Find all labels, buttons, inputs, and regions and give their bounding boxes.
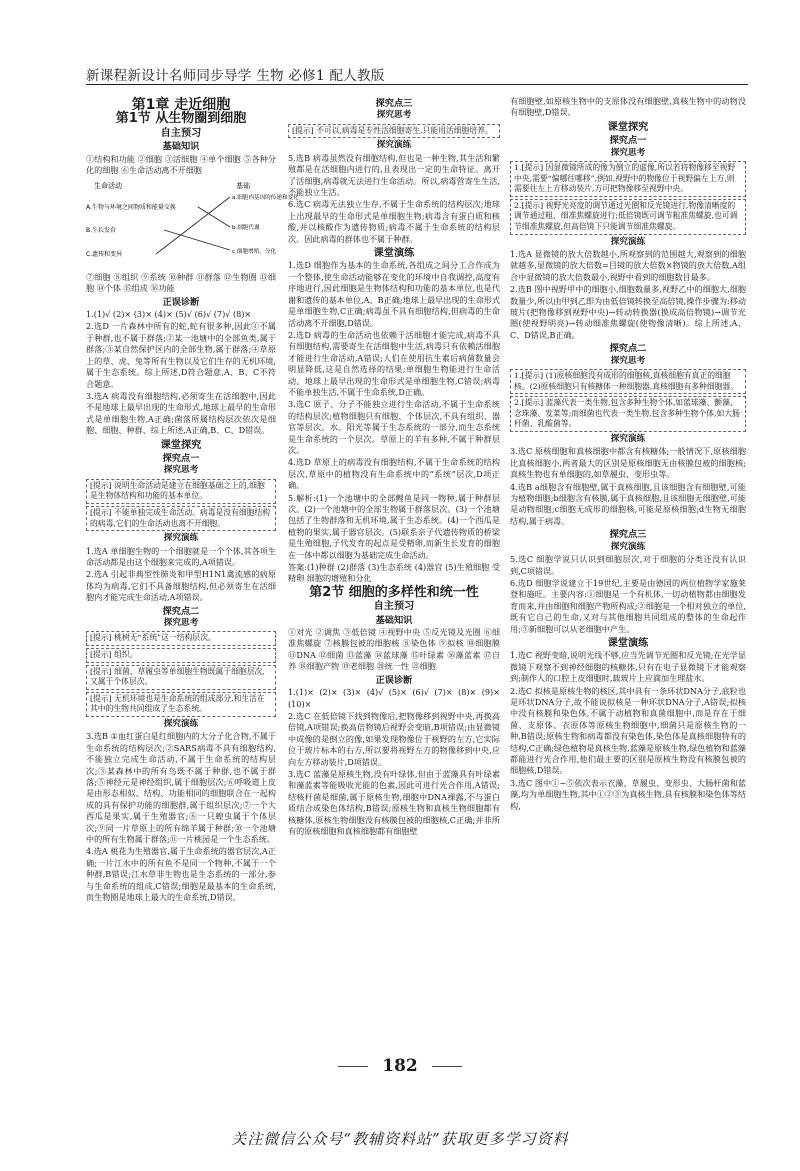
hint-box: [提示] 不能单独完成生命活动。病毒是没有细胞结构的病毒,它们的生命活动也离不开细胞。 <box>86 506 276 531</box>
diagram-left-title: 生命活动 <box>94 182 122 191</box>
heading: 探究演练 <box>610 541 646 552</box>
heading: 课堂演练 <box>607 637 649 649</box>
heading: 课堂演练 <box>373 248 415 260</box>
heading: 探究思考 <box>610 147 646 158</box>
answer-item: 5.选B 病毒虽然没有细胞结构,但也是一种生物,其生活和繁殖都是在活细胞内进行的,且表现出一定的生命特征。离开了活细胞,病毒就无法进行生命活动。所以,病毒营寄生生活,不能独立生活。 <box>288 152 500 198</box>
heading: 探究演练 <box>376 140 412 151</box>
hint-box: [提示] 无机环境也是生命系统的组成部分,和生活在其中的生物共同组成了生态系统。 <box>86 692 276 717</box>
answer-item: 6.选C 病毒无法独立生存,不属于生命系统的结构层次;地球上出现最早的生命形式是单细胞生物;病毒含有蛋白质和核酸,并以核酸作为遗传物质;病毒不属于生命系统的结构层次。因此病毒的群体也不属于种群。 <box>288 199 500 244</box>
heading: 正误诊断 <box>162 296 200 308</box>
heading: 探究点二 <box>162 605 200 617</box>
hint-box: 1.[提示] 因显微镜所成的像为倒立的虚像,所以若将物像移至视野中央,需要“偏哪往哪移”,例如,视野中的物像位于视野偏左上方,则需要往左上方移动装片,方可把物像移至视野中央。 <box>510 161 746 197</box>
heading: 探究演练 <box>163 533 199 544</box>
heading: 探究点一 <box>609 135 647 147</box>
answer-item: 2.选A 引起非典型性肺炎和甲型H1N1禽流感的病原体均为病毒,它们不具备细胞结构,但必须寄生在活细胞内才能完成生命活动,A项错误。 <box>86 569 276 603</box>
answer-item: 2.选C 拟核是原核生物的核区,其中具有一条环状DNA分子,底粒也是环状DNA分子,故不能说拟核是一种环状DNA分子,A错误;拟核中没有核膜和染色体,不属于动植物和真菌细胞中,而是存在于细菌、支原体、衣原体等原核生物细胞中,细菌只是原核生物的一种,B错误;原核生物和病毒都没有染色体,染色体是真核细胞特有的结构,C正确;绿色植物是真核生物,蓝藻是原核生物,绿色植物和蓝藻都能进行光合作用,他们最主要的区别是原核生物没有核膜包被的细胞核,D错误。 <box>510 685 746 776</box>
answer-item: 2.选D 一片森林中所有的蛇,蛇有很多种,因此①不属于种群,也不属于群落;②某一池塘中的全部鱼类,属于群落;③某自然保护区内的全部生物,属于群落;④草原上的草、虎、兔等所有生物以及它们生存的无机环境,属于生态系统。综上所述,D符合题意,A、B、C不符合题意。 <box>86 321 276 389</box>
heading: 探究演练 <box>163 718 199 729</box>
hint-box: [提示] 桃树无“系统”这一结构层次。 <box>86 631 276 646</box>
answer-item: 3.选C 原子、分子不能独立进行生命活动,不属于生命系统的结构层次;植物细胞只有细胞、个体层次,不具有组织、器官等层次。水、阳光等属于生态系统的一部分,而生态系统是生命系统的一个层次。草原上的羊有多种,不属于种群层次。 <box>288 399 500 455</box>
hint-box: [提示] 组织。 <box>86 648 276 663</box>
diagram-right-item: b.细胞代谢 <box>232 225 260 232</box>
heading: 课堂探究 <box>607 121 649 133</box>
answer-item: 有细胞壁,如原核生物中的支原体没有细胞壁,真核生物中的动物没有细胞壁,D错误。 <box>510 96 746 118</box>
answer-item: 1.(1)√ (2)× (3)× (4)× (5)√ (6)√ (7)√ (8)× <box>86 309 252 320</box>
answer-item: 3.选C 原核细胞和真核细胞中都含有核糖体;一般情况下,原核细胞比真核细胞小,两者最大的区别是原核细胞无由核膜包被的细胞核;真核生物也有单细胞的,如草履虫、变形虫等。 <box>510 446 746 480</box>
heading: 探究点二 <box>609 343 647 355</box>
column-3 <box>510 96 746 813</box>
answer-list: ⑦细胞 ⑧组织 ⑨系统 ⑩种群 ⑪群落 ⑫生物圈 ⑬细胞 ⑭个体 ⑮组成 ⑯功能 <box>86 271 276 294</box>
section-title: 第1节 从生物圈到细胞 <box>115 111 247 127</box>
page-number-dash-right <box>432 1066 462 1067</box>
answer-item: 6.选D 细胞学说建立于19世纪,主要是由德国的两位植物学家施莱登和施旺。主要内容:①细胞是一个有机体,一切动植物都由细胞发育而来,并由细胞和细胞产物所构成;②细胞是一个相对独立的单位,既有它自己的生命,又对与其他细胞共同组成的整体的生命起作用;③新细胞可以从老细胞中产生。 <box>510 577 746 634</box>
heading: 探究思考 <box>163 617 199 628</box>
heading: 自主预习 <box>160 127 202 139</box>
diagram-left-item: B.生长发育 <box>86 227 117 235</box>
answer-item: 1.选C 视野变暗,说明光线不够,应当先调节光圈和反光镜;在光学显微镜下观察不到神经细胞的核糖体,只有在电子显微镜下才能观察到;制作人的口腔上皮细胞时,载玻片上应滴加生理盐水。 <box>510 650 746 684</box>
diagram-right-item: c.细胞增殖、分化 <box>232 249 277 256</box>
diagram-right-item: a.细胞内基因的传递和变化 <box>232 195 299 202</box>
column-1 <box>86 96 299 904</box>
answer-item: 3.选C 图中①~⑤依次表示衣藻、草履虫、变形虫、大肠杆菌和蓝藻,均为单细胞生物,其中①②③为真核生物,具有核膜和染色体等结构, <box>510 777 746 811</box>
answer-item: 4.选B a细胞含有细胞壁,属于真核细胞,且该细胞含有细胞壁,可能为植物细胞;b细胞含有核膜,属于真核细胞,且该细胞无细胞壁,可能是动物细胞;c细胞无成形的细胞核,可能是原核细胞;d生物无细胞结构,属于病毒。 <box>510 481 746 526</box>
header-rule <box>86 84 748 85</box>
footer-note: 关注微信公众号“教辅资料站”获取更多学习资料 <box>231 1130 569 1148</box>
connector-line <box>198 207 230 227</box>
heading: 探究演练 <box>610 236 646 247</box>
heading: 探究思考 <box>610 355 646 366</box>
page-number: 182 <box>382 1056 418 1076</box>
answer-item: 4.选A 桃花为生殖器官,属于生命系统的器官层次,A正确;一片江水中的所有鱼不是同一个物种,不属于一个种群,B错误;江水草非生物也是生态系统的一部分,参与生命系统的组成,C错误;细胞是最基本的生命系统,而生物圈是地球上最大的生命系统,D错误。 <box>86 846 276 903</box>
answer-item: 1.选A 显微镜的放大倍数越小,所观察到的范围越大,观察到的细胞就越多,显微镜的放大倍数=目镜的放大倍数×物镜的放大倍数,A组合中显微镜的放大倍数最小,视野中看到的细胞数目最多。 <box>510 249 746 282</box>
answer-item: 1.选D 细胞作为基本的生命系统,各组成之间分工合作成为一个整体,使生命活动能够在变化的环境中自我调控,高度有序地进行,因此细胞是生物体结构和功能的基本单位,也是代谢和遗传的基本单位,A、B正确;地球上最早出现的生命形式是单细胞生物,C正确;病毒虽不具有细胞结构,但病毒的生命活动离不开细胞,D错误。 <box>288 260 500 328</box>
heading: 探究点三 <box>609 529 647 541</box>
matching-diagram-svg <box>86 179 299 265</box>
matching-diagram <box>86 179 299 268</box>
chapter-title: 第1章 走近细胞 <box>131 97 231 113</box>
heading: 自主预习 <box>373 601 415 613</box>
hint-box: [提示] 说明生命活动是建立在细胞基础之上的,细胞是生物体结构和功能的基本单位。 <box>86 479 276 504</box>
running-header: 新课程新设计名师同步导学 生物 必修1 配人教版 <box>86 68 385 84</box>
heading: 探究点一 <box>162 452 200 464</box>
heading: 正误诊断 <box>375 674 413 686</box>
answer-item: 1.(1)× (2)× (3)× (4)√ (5)× (6)√ (7)× (8)× (9)× (10)× <box>288 687 500 709</box>
answer-item: 答案:(1)种群 (2)群落 (3)生态系统 (4)器官 (5)生殖细胞 受精卵 细胞的增殖和分化 <box>288 562 500 584</box>
diagram-left-item: C.遗传和变异 <box>86 251 123 259</box>
page-number-dash-left <box>338 1066 368 1067</box>
hint-box: 1.[提示] (1)原核细胞没有成形的细胞核,真核细胞有真正的细胞核。(2)原核细胞只有核糖体一种细胞器,真核细胞有多种细胞器。 <box>510 369 746 394</box>
heading: 探究思考 <box>376 110 412 121</box>
answer-item: 4.选D 草原上的病毒没有细胞结构,不属于生命系统的结构层次,草原中的植物没有生命系统中的“系统”层次,D项正确。 <box>288 457 500 491</box>
heading: 基础知识 <box>375 614 413 626</box>
answer-item: 3.选B ①血红蛋白是红细胞内的大分子化合物,不属于生命系统的结构层次;②SARS病毒不具有细胞结构,不能独立完成生命活动,不属于生命系统的结构层次;③某森林中的所有鸟既不属于种群,也不属于群落;⑤神经元是神经组织,属于细胞层次;⑥呼吸道上皮是由形态相似、结构、功能相同的细胞联合在一起构成的具有保护功能的细胞群,属于组织层次;⑦一个大西瓜是果实,属于生殖器官;⑧一只蝗虫属于个体层次;⑨同一片草原上的所有绵羊属于种群;⑩一个池塘中的所有生物属于群落;⑪一片桃园是一个生态系统。 <box>86 731 276 844</box>
heading: 探究点三 <box>375 98 413 109</box>
hint-box: [提示] 细菌、草履虫等单细胞生物既属于细胞层次,又属于个体层次。 <box>86 665 276 690</box>
answer-list: ①对光 ②调焦 ③低倍镜 ④视野中央 ⑤反光镜及光圈 ⑥细准焦螺旋 ⑦核膜包被的细胞核 ⑧染色体 ⑨拟核 ⑩细胞膜 ⑪DNA ⑫细菌 ⑬蓝藻 ⑭蓝球藻 ⑮叶绿素 ⑯藻蓝素 ⑰自养 ⑱细胞产物 ⑲老细胞 ⑳统一性 ㉑细胞 <box>288 627 500 672</box>
hint-box: [提示] 不可以,病毒是专性活细胞寄生,只能用活细胞培养。 <box>288 124 500 139</box>
hint-box: 2.[提示] 视野光亮度的调节通过光圈和反光镜进行,物像清晰度的调节通过粗、细准焦螺旋进行;低倍镜既可调节粗准焦螺旋,也可调节细准焦螺旋,但高倍镜下只能调节细准焦螺旋。 <box>510 199 746 235</box>
answer-item: 2.选D 病毒的生命活动也依赖于活细胞才能完成,病毒不具有细胞结构,需要寄生在活细胞中生活,病毒只有依赖活细胞才能进行生命活动,A错误;人们在使用抗生素后病菌数量会明显降低,这是自然选择的结果;单细胞生物能进行生命活动。地球上最早出现的生命形式是单细胞生物,C错误;病毒不能单独生活,不属于生命系统,D正确。 <box>288 329 500 397</box>
heading: 基础知识 <box>162 141 200 153</box>
heading: 探究演练 <box>610 434 646 445</box>
answer-item: 3.选A 病毒没有细胞结构,必须寄生在活细胞中,因此不是地球上最早出现的生命形式,地球上最早的生命形式是单细胞生物,A正确;菌落所属结构层次依次是细胞、细胞、种群、综上所述,A正确,B、C、D错误。 <box>86 390 276 436</box>
diagram-right-title: 基础 <box>236 182 250 191</box>
answer-item: 5.解析:(1)一个池塘中的全部鲤鱼是同一物种,属于种群层次。(2)一个池塘中的全部生物属于群落层次。(3)一个池塘包括了生物群落和无机环境,属于生态系统。(4)一个西瓜是植物的果实,属于器官层次。(5)联系亲子代遗传物质的桥梁是生殖细胞,子代发育的起点是受精卵,而新生长发育的细胞在一体中都以细胞为基础完成生命活动。 <box>288 492 500 560</box>
heading: 课堂探究 <box>160 439 202 451</box>
heading: 探究思考 <box>163 465 199 476</box>
answer-item: 2.选B 图中视野甲中的细胞小,细胞数量多,视野乙中的细胞大,细胞数量少,所以由甲到乙即为由低倍镜转换至高倍镜,操作步骤为:移动玻片(把物像移到视野中央)→转动转换器(换成高倍物镜)→调节光圈(使视野明亮)→转动细准焦螺旋(使物像清晰)。综上所述,A、C、D错误,B正确。 <box>510 284 746 340</box>
diagram-left-item: A.生物与环境之间物质和能量交换 <box>86 204 176 212</box>
answer-item: 1.选A 单细胞生物的一个细胞就是一个个体,其各项生命活动都是由这个细胞来完成的,A项错误。 <box>86 545 276 567</box>
hint-box: 2.[提示] 蓝藻代表一类生物,包含多种生物个体,如蓝球藻、颤藻、念珠藻、发菜等;而细菌也代表一类生物,包含多种生物个体,如大肠杆菌、乳酸菌等。 <box>510 396 746 432</box>
section-title: 第2节 细胞的多样性和统一性 <box>309 584 479 600</box>
answer-list: ①结构和功能 ②细胞 ③活细胞 ④单个细胞 ⑤各种分化的细胞 ⑥生命活动离不开细胞 <box>86 153 276 176</box>
column-2 <box>288 96 500 838</box>
page-number-area <box>0 1056 800 1076</box>
answer-item: 5.选C 细胞学说只认识到细胞层次,对于细胞的分类还没有认识到,C项错误。 <box>510 554 746 576</box>
answer-item: 2.选C 在低倍镜下找到物像后,把物像移到视野中央,再换高倍镜,A项错误;换高倍物镜后视野会变暗,B项错误;由显微镜中成像的是倒立的像,如果发现物像位于视野的左方,它实际位于玻片标本的右方,所以要将视野左方的物像移到中央,应向左方移动装片,D项错误。 <box>288 710 500 767</box>
answer-item: 3.选C 蓝藻是原核生物,没有叶绿体,但由于蓝藻具有叶绿素和藻蓝素等能吸收光能的色素,因此可进行光合作用,A错误;结核杆菌是细菌,属于原核生物,细胞中DNA裸露,不与蛋白质结合成染色体结构,B错误;原核生物和真核生物细胞都有核糖体,原核生物细胞没有核膜包被的细胞核,C正确;并非所有的原核细胞和真核细胞都有细胞壁 <box>288 768 500 836</box>
